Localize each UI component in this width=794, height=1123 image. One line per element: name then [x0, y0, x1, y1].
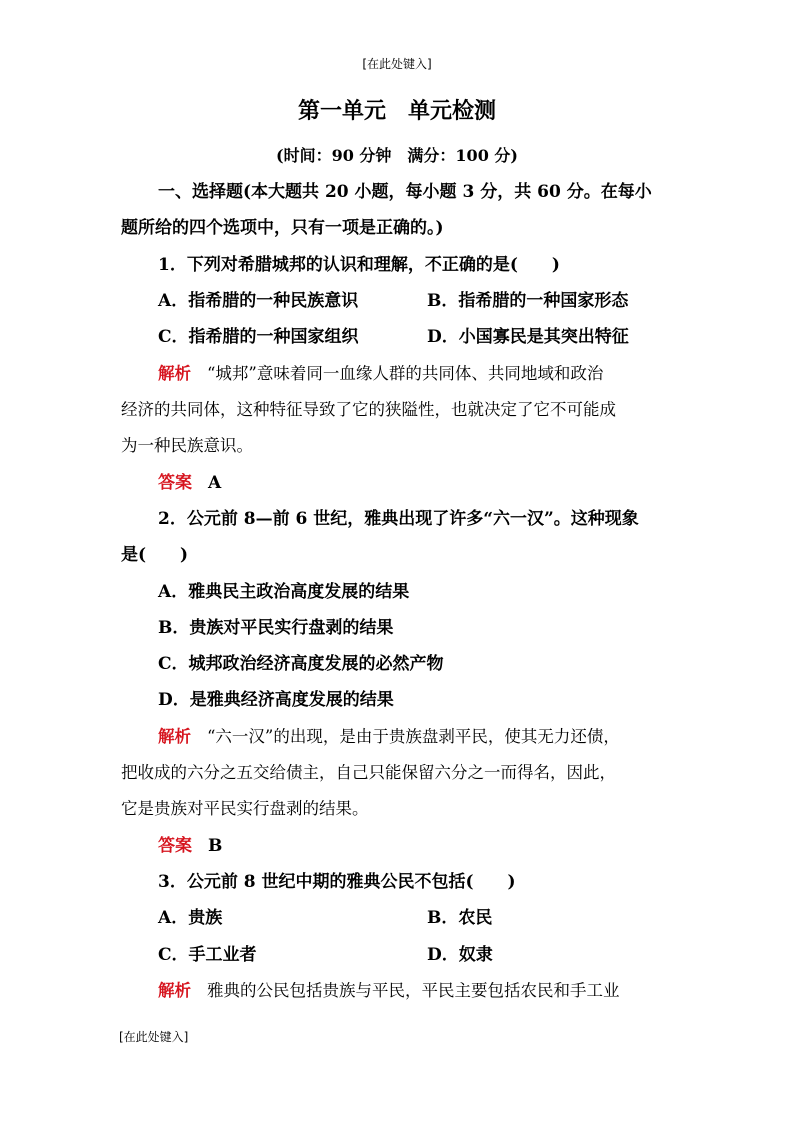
exam-info: (时间：90 分钟 满分：100 分) — [276, 146, 518, 165]
page-title — [0, 96, 794, 126]
title-test: 单元检测 — [408, 98, 497, 124]
question-2-option-b: B．贵族对平民实行盘剥的结果 — [158, 618, 394, 638]
question-1-stem: 1．下列对希腊城邦的认识和理解，不正确的是( ) — [158, 255, 560, 275]
question-3-option-a: A．贵族 — [158, 908, 223, 928]
answer-label: 答案 — [158, 836, 192, 856]
question-1-option-d: D．小国寡民是其突出特征 — [427, 327, 629, 347]
question-2-analysis-line2: 把收成的六分之五交给债主，自己只能保留六分之一而得名，因此， — [121, 763, 616, 782]
question-1-option-b: B．指希腊的一种国家形态 — [427, 291, 629, 311]
section-heading-line1: 一、选择题(本大题共 20 小题，每小题 3 分，共 60 分。在每小 — [158, 182, 652, 202]
section-heading-line2: 题所给的四个选项中，只有一项是正确的。) — [121, 218, 444, 238]
question-1-analysis-line3: 为一种民族意识。 — [121, 436, 253, 455]
answer-label: 答案 — [158, 473, 192, 493]
page-footer: [在此处键入] — [119, 1030, 189, 1044]
question-1-analysis-line2: 经济的共同体，这种特征导致了它的狭隘性，也就决定了它不可能成 — [121, 400, 616, 419]
question-2-analysis-line3: 它是贵族对平民实行盘剥的结果。 — [121, 799, 369, 818]
analysis-label: 解析 — [158, 364, 191, 383]
title-unit: 第一单元 — [297, 98, 386, 124]
question-2-answer: 答案 B — [158, 836, 223, 856]
question-2-stem-line1: 2．公元前 8—前 6 世纪，雅典出现了许多“六一汉”。这种现象 — [158, 509, 639, 529]
question-3-analysis-line1: 解析 雅典的公民包括贵族与平民，平民主要包括农民和手工业 — [158, 981, 620, 1000]
page-header: [在此处键入] — [362, 57, 432, 71]
question-2-option-c: C．城邦政治经济高度发展的必然产物 — [158, 654, 444, 674]
question-1-option-a: A．指希腊的一种民族意识 — [158, 291, 359, 311]
question-2-analysis-line1: 解析 “六一汉”的出现，是由于贵族盘剥平民，使其无力还债， — [158, 727, 620, 746]
question-1-answer: 答案 A — [158, 473, 222, 493]
question-2-stem-line2: 是( ) — [121, 545, 189, 565]
analysis-label: 解析 — [158, 981, 191, 1000]
question-3-stem: 3．公元前 8 世纪中期的雅典公民不包括( ) — [158, 872, 516, 892]
question-3-option-b: B．农民 — [427, 908, 493, 928]
question-3-option-c: C．手工业者 — [158, 945, 257, 965]
question-2-option-d: D．是雅典经济高度发展的结果 — [158, 690, 394, 710]
question-2-option-a: A．雅典民主政治高度发展的结果 — [158, 582, 410, 602]
analysis-label: 解析 — [158, 727, 191, 746]
question-1-option-c: C．指希腊的一种国家组织 — [158, 327, 359, 347]
question-1-analysis-line1: 解析 “城邦”意味着同一血缘人群的共同体、共同地域和政治 — [158, 364, 604, 383]
question-3-option-d: D．奴隶 — [427, 945, 493, 965]
